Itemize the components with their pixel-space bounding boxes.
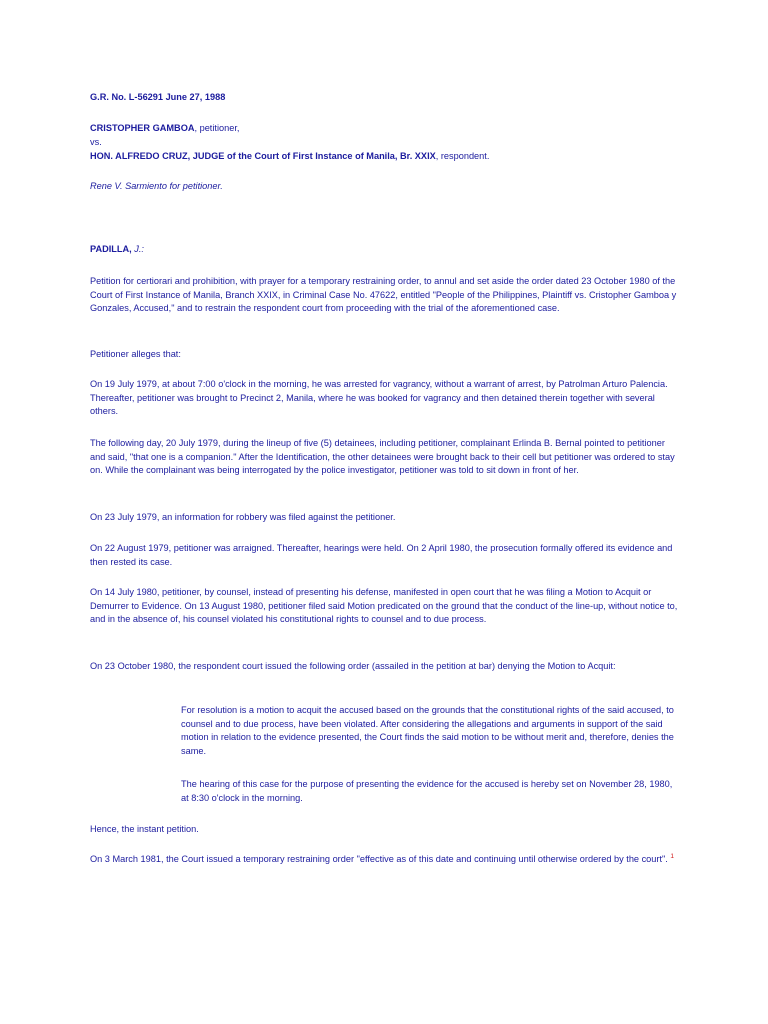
paragraph: The following day, 20 July 1979, during the lineup of five (5) detainees, including petitioner, complainant Erlinda B. Bernal pointed to petitioner and said, "that one is a companion." After the Identification, the other detainees were brought back to their cell but petitioner was ordered to stay on. While the complainant was being interrogated by the police investigator, petitioner was told to sit down in front of her. [90,438,675,476]
ponente [90,243,680,257]
paragraph: On 23 July 1979, an information for robbery was filed against the petitioner. [90,512,396,522]
quoted-order-paragraph: For resolution is a motion to acquit the accused based on the grounds that the constitutional rights of the said accused, to counsel and to due process, have been violated. After considering the allegations and arguments in support of the said motion in relation to the evidence presented, the Court finds the said motion to be without merit and, therefore, denies the same. [181,705,674,756]
respondent-name: HON. ALFREDO CRUZ, JUDGE of the Court of First Instance of Manila, Br. XXIX [90,151,436,161]
case-number: G.R. No. L-56291 June 27, 1988 [90,92,226,102]
paragraph: On 14 July 1980, petitioner, by counsel, instead of presenting his defense, manifested in open court that he was filing a Motion to Acquit or Demurrer to Evidence. On 13 August 1980, petitioner filed said Motion predicated on the ground that the conduct of the line-up, without notice to, and in the absence of, his counsel violated his constitutional rights to counsel and to due process. [90,587,678,625]
counsel-line: Rene V. Sarmiento for petitioner. [90,181,223,191]
versus: vs. [90,137,102,147]
paragraph: Petition for certiorari and prohibition, with prayer for a temporary restraining order, to annul and set aside the order dated 23 October 1980 of the Court of First Instance of Manila, Branch XXIX, in Criminal Case No. 47622, entitled "People of the Philippines, Plaintiff vs. Cristopher Gamboa y Gonzales, Accused," and to restrain the respondent court from proceeding with the trial of the aforementioned case. [90,276,677,314]
respondent-line [90,150,680,164]
paragraph-text: On 3 March 1981, the Court issued a temporary restraining order "effective as of this date and continuing until otherwise ordered by the court". [90,854,668,864]
ponente-name: PADILLA, [90,244,132,254]
paragraph: On 23 October 1980, the respondent court issued the following order (assailed in the petition at bar) denying the Motion to Acquit: [90,661,616,671]
paragraph: On 22 August 1979, petitioner was arraigned. Thereafter, hearings were held. On 2 April 1980, the prosecution formally offered its evidence and then rested its case. [90,543,673,567]
respondent-role: , respondent. [435,151,490,161]
quoted-order-paragraph: The hearing of this case for the purpose of presenting the evidence for the accused is hereby set on November 28, 1980, at 8:30 o'clock in the morning. [181,779,673,803]
paragraph: Hence, the instant petition. [90,824,199,834]
ponente-suffix: J.: [131,244,144,254]
paragraph: Petitioner alleges that: [90,349,181,359]
petitioner-line [90,122,680,136]
paragraph: On 19 July 1979, at about 7:00 o'clock in the morning, he was arrested for vagrancy, without a warrant of arrest, by Patrolman Arturo Palencia. Thereafter, petitioner was brought to Precinct 2, Manila, where he was booked for vagrancy and then detained therein together with several others. [90,379,668,417]
paragraph-with-footnote [90,853,680,867]
petitioner-name: CRISTOPHER GAMBOA [90,123,195,133]
footnote-link[interactable]: 1 [670,852,675,860]
petitioner-role: , petitioner, [194,123,240,133]
